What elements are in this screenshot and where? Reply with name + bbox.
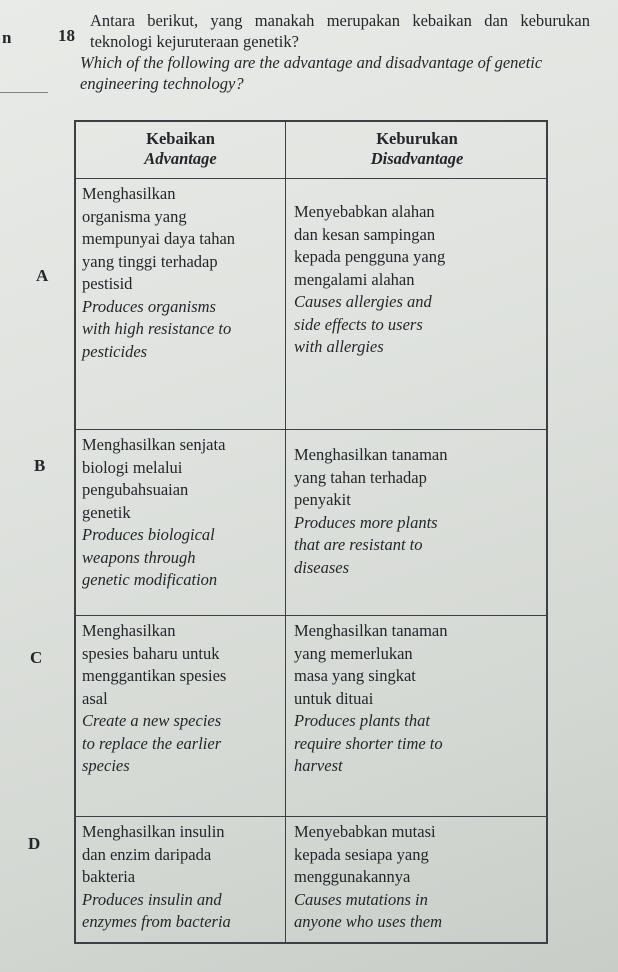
disadvantage-cell-c: [286, 616, 546, 816]
header-disadvantage-malay: Keburukan: [376, 129, 458, 148]
option-letter-d[interactable]: D: [28, 834, 41, 853]
option-letter-c[interactable]: C: [30, 648, 43, 667]
text-line: Menyebabkan alahan: [294, 202, 435, 221]
text-line: require shorter time to: [294, 733, 443, 753]
text-line: kepada pengguna yang: [294, 247, 446, 266]
text-line: dan enzim daripada: [82, 844, 212, 864]
table-row-d[interactable]: [76, 816, 546, 942]
text-line: yang memerlukan: [294, 643, 413, 663]
text-line: dan kesan sampingan: [294, 224, 436, 244]
text-line: menggunakannya: [294, 867, 411, 886]
text-line: Menghasilkan insulin: [82, 822, 225, 841]
text-line: kepada sesiapa yang: [294, 844, 429, 864]
text-line: enzymes from bacteria: [82, 912, 231, 931]
header-disadvantage-english: Disadvantage: [370, 149, 464, 168]
text-line: Causes mutations in: [294, 889, 428, 909]
advantage-cell-d: [76, 817, 286, 942]
text-line: anyone who uses them: [294, 912, 443, 931]
text-line: pestisid: [82, 274, 133, 293]
advantage-cell-b: [76, 430, 286, 615]
question-number: 18: [58, 26, 75, 45]
text-line: Menghasilkan: [82, 621, 176, 640]
text-line: biologi melalui: [82, 457, 183, 477]
option-letter-b[interactable]: B: [34, 456, 46, 475]
text-line: asal: [82, 688, 108, 708]
text-line: menggantikan spesies: [82, 666, 227, 685]
header-disadvantage: [286, 122, 546, 178]
disadvantage-cell-d: [286, 817, 546, 942]
text-line: masa yang singkat: [294, 666, 416, 685]
disadvantage-cell-b: [286, 430, 546, 615]
margin-mark: n: [2, 28, 12, 47]
text-line: Causes allergies and: [294, 292, 432, 311]
text-line: yang tahan terhadap: [294, 467, 427, 487]
option-letter-a[interactable]: A: [36, 266, 49, 285]
margin-rule: [0, 92, 48, 93]
question-malay: Antara berikut, yang manakah merupakan kebaikan dan keburukan teknologi kejuruteraan genetik?: [90, 11, 590, 51]
advantage-cell-c: [76, 616, 286, 816]
header-advantage-malay: Kebaikan: [146, 129, 215, 148]
text-line: Create a new species: [82, 711, 222, 730]
question-text: [80, 10, 590, 94]
text-line: bakteria: [82, 867, 136, 886]
text-line: harvest: [294, 756, 343, 775]
text-line: Menghasilkan tanaman: [294, 621, 448, 640]
text-line: Menghasilkan tanaman: [294, 445, 448, 464]
text-line: Produces insulin and: [82, 889, 222, 909]
header-advantage: [76, 122, 286, 178]
text-line: Menghasilkan senjata: [82, 435, 226, 454]
text-line: to replace the earlier: [82, 733, 222, 753]
table-header-row: [76, 122, 546, 178]
text-line: Menghasilkan: [82, 184, 176, 203]
text-line: genetic modification: [82, 570, 218, 589]
text-line: with allergies: [294, 337, 384, 356]
answer-table: [74, 120, 548, 944]
text-line: with high resistance to: [82, 319, 232, 338]
text-line: organisma yang: [82, 206, 187, 226]
text-line: mempunyai daya tahan: [82, 229, 236, 248]
text-line: that are resistant to: [294, 535, 423, 554]
text-line: mengalami alahan: [294, 269, 415, 289]
disadvantage-cell-a: [286, 179, 546, 429]
table-row-c[interactable]: [76, 615, 546, 816]
table-row-a[interactable]: [76, 178, 546, 429]
advantage-cell-a: [76, 179, 286, 429]
text-line: genetik: [82, 502, 131, 522]
text-line: pengubahsuaian: [82, 480, 189, 499]
text-line: Produces more plants: [294, 512, 438, 532]
header-advantage-english: Advantage: [144, 149, 217, 168]
table-row-b[interactable]: [76, 429, 546, 615]
text-line: penyakit: [294, 490, 351, 509]
text-line: species: [82, 756, 130, 775]
text-line: Produces biological: [82, 525, 215, 544]
text-line: spesies baharu untuk: [82, 643, 220, 663]
text-line: diseases: [294, 557, 349, 577]
text-line: Produces plants that: [294, 711, 430, 730]
text-line: Menyebabkan mutasi: [294, 822, 436, 841]
question-english: Which of the following are the advantage and disadvantage of genetic engineering technology?: [80, 53, 543, 93]
text-line: pesticides: [82, 341, 148, 361]
text-line: yang tinggi terhadap: [82, 251, 218, 271]
text-line: Produces organisms: [82, 296, 216, 316]
text-line: weapons through: [82, 547, 196, 567]
text-line: side effects to users: [294, 314, 423, 334]
text-line: untuk dituai: [294, 688, 374, 708]
